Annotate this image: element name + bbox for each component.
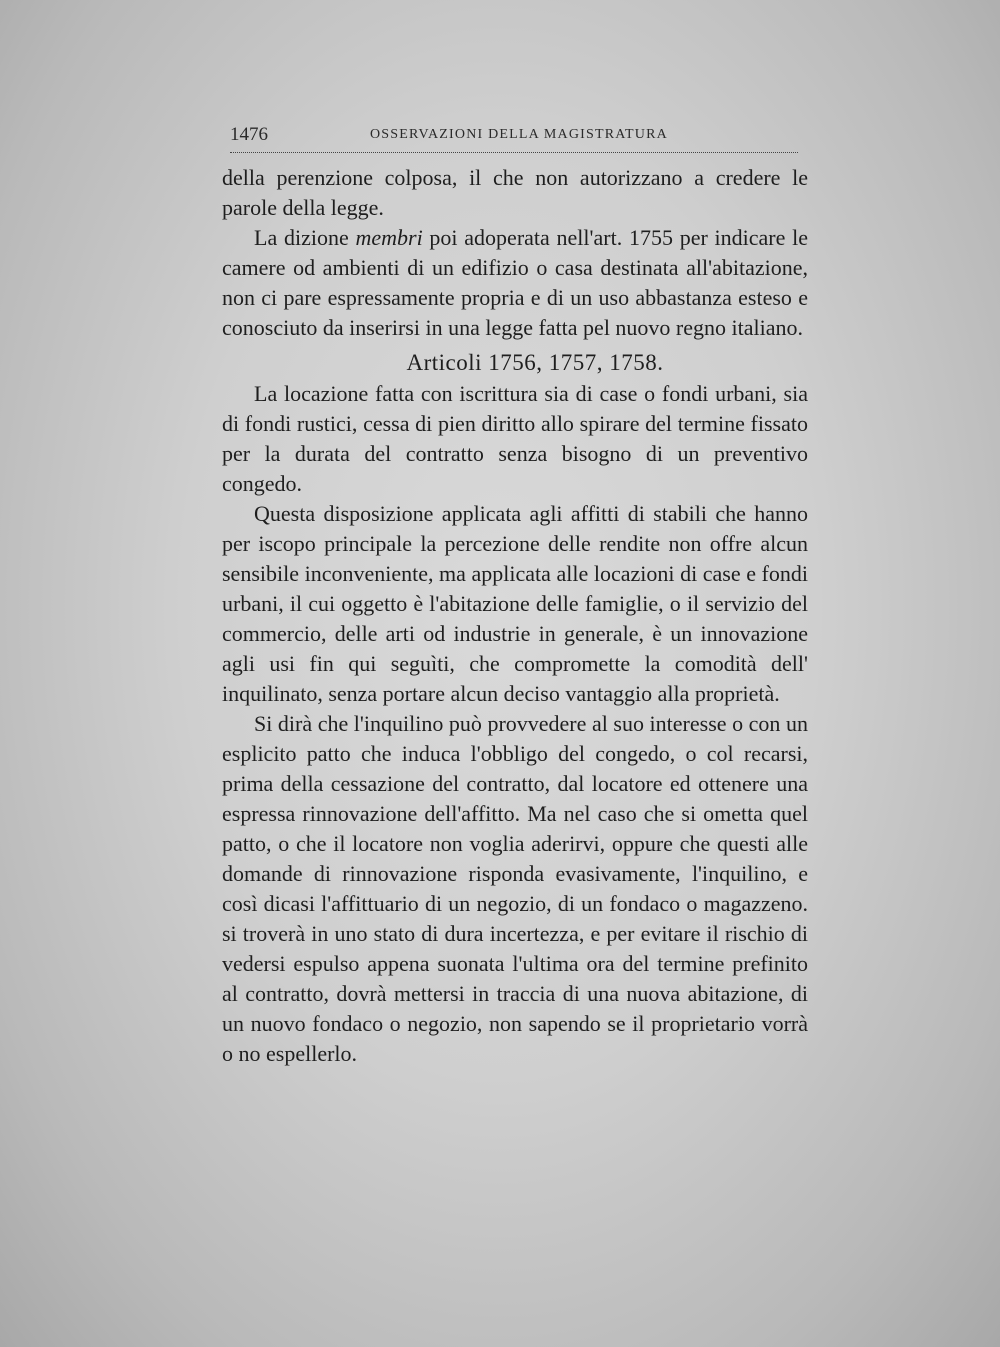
page-header: [230, 124, 798, 150]
paragraph-inquilino: Si dirà che l'inquilino può provvedere al suo interesse o con un esplicito patto che induca l'obbligo del congedo, o col recarsi, prima della cessazione del contratto, dal locatore ed ottenere una espressa rinnovazione dell'affitto. Ma nel caso che si ometta quel patto, o che il locatore non voglia aderirvi, oppure che questi alle domande di rinnovazione risponda evasivamente, l'inquilino, e così dicasi l'affittuario di un negozio, di un fondaco o magazzeno. si troverà in uno stato di dura incertezza, e per evitare il rischio di vedersi espulso appena suonata l'ultima ora del termine prefinito al contratto, dovrà mettersi in traccia di una nuova abitazione, di un nuovo fondaco o negozio, non sapendo se il proprietario vorrà o no espellerlo.: [222, 711, 808, 1066]
paragraph-membri: [222, 223, 808, 343]
section-heading: Articoli 1756, 1757, 1758.: [406, 350, 664, 375]
header-rule: [230, 152, 798, 153]
paragraph-continuation: della perenzione colposa, il che non autorizzano a credere le parole della legge.: [222, 165, 808, 220]
italic-term: membri: [355, 225, 423, 250]
running-head: OSSERVAZIONI DELLA MAGISTRATURA: [370, 127, 668, 142]
paragraph-membri-lead: La dizione: [254, 225, 356, 250]
paragraph-locazione: La locazione fatta con iscrittura sia di case o fondi urbani, sia di fondi rustici, cessa di pien diritto allo spirare del termine fissato per la durata del contratto senza bisogno di un preventivo congedo.: [222, 381, 808, 496]
body-text: [222, 163, 808, 1069]
page-number: 1476: [230, 124, 268, 145]
paragraph-disposizione: Questa disposizione applicata agli affitti di stabili che hanno per iscopo principale la percezione delle rendite non offre alcun sensibile inconveniente, ma applicata alle locazioni di case e fondi urbani, il cui oggetto è l'abitazione delle famiglie, o il servizio del commercio, delle arti od industrie in generale, è un innovazione agli usi fin qui seguìti, che compromette la comodità dell' inquilinato, senza portare alcun deciso vantaggio alla proprietà.: [222, 501, 808, 706]
paragraph-membri-rest: poi adoperata nell'art. 1755 per indicare le camere od ambienti di un edifizio o casa destinata all'abitazione, non ci pare espressamente propria e di un uso abbastanza esteso e conosciuto da inserirsi in una legge fatta pel nuovo regno italiano.: [222, 225, 809, 340]
